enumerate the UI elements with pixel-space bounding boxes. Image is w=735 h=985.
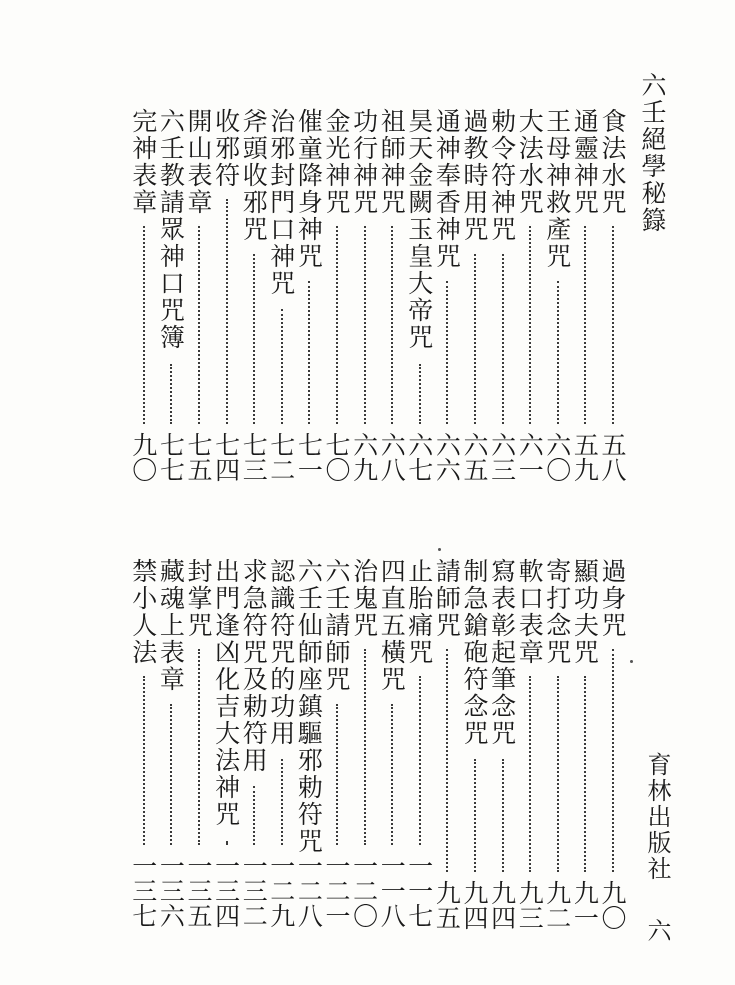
toc-dot-leader (281, 309, 283, 425)
book-title: 六壬絕學秘籙 (638, 72, 667, 234)
toc-entry-page: 一三五 (184, 852, 213, 928)
toc-entry-page: 七三 (239, 432, 269, 482)
toc-dot-leader (557, 281, 559, 424)
toc-entry-title: 四直五橫咒 (377, 558, 407, 693)
toc-entry-page: 九五 (432, 880, 462, 930)
toc-entry-title: 祖師神咒 (377, 108, 407, 216)
toc-dot-leader (446, 281, 448, 424)
toc-dot-leader (584, 226, 586, 424)
toc-dot-leader (143, 676, 145, 845)
toc-entry-title: 六壬請師咒 (322, 558, 351, 693)
toc-entry-title: 軟口表章 (515, 558, 545, 666)
toc-entry-page: 六三 (487, 432, 517, 482)
toc-entry-page: 七四 (211, 432, 241, 482)
toc-entry-page: 五八 (598, 432, 627, 482)
toc-entry-page: 一二九 (266, 852, 296, 928)
toc-dot-leader (474, 759, 476, 873)
toc-dot-leader (584, 676, 586, 872)
toc-dot-leader (391, 704, 393, 845)
toc-entry-page: 九二 (542, 880, 572, 930)
toc-entry-page: 六九 (349, 432, 379, 482)
toc-entry-title: 催童降身神咒 (294, 108, 324, 270)
toc-dot-leader (253, 254, 255, 425)
toc-entry-title: 收邪符 (211, 108, 241, 189)
toc-entry-page: 一三六 (156, 852, 186, 928)
toc-entry-page: 九〇 (128, 432, 158, 482)
toc-entry-title: 求急符咒及勅符用 (239, 558, 269, 774)
toc-entry-title: 通神奉香神咒 (432, 108, 462, 270)
toc-entry-page: 六七 (404, 432, 434, 482)
toc-entry-title: 昊天金闕玉皇大帝咒 (404, 108, 434, 351)
toc-entry-title: 食法水咒 (598, 108, 627, 216)
toc-entry-page: 一二〇 (349, 852, 379, 928)
toc-dot-leader (143, 226, 145, 424)
toc-entry-title: 大法水咒 (515, 108, 545, 216)
toc-entry-title: 寫表彰起筆念咒 (487, 558, 517, 747)
toc-entry-page: 一三七 (128, 852, 158, 928)
toc-dot-leader (364, 649, 366, 845)
toc-entry-page: 九四 (487, 880, 517, 930)
toc-entry-title: 完神表章 (128, 108, 158, 216)
toc-entry-page: 一二一 (322, 852, 351, 928)
toc-dot-leader (419, 676, 421, 845)
toc-entry-page: 九四 (460, 880, 489, 930)
toc-dot-leader (474, 254, 476, 425)
paper-speck (630, 660, 633, 663)
toc-entry-page: 九〇 (598, 880, 627, 930)
toc-dot-leader (226, 199, 228, 425)
toc-entry-page: 七五 (184, 432, 213, 482)
paper-speck (438, 548, 441, 551)
toc-dot-leader (557, 676, 559, 872)
toc-dot-leader (281, 759, 283, 845)
toc-entry-title: 禁小人法 (128, 558, 158, 666)
toc-dot-leader (226, 841, 228, 845)
toc-dot-leader (502, 759, 504, 873)
toc-entry-page: 七七 (156, 432, 186, 482)
toc-entry-title: 止胎痛咒 (404, 558, 434, 666)
toc-entry-title: 顯功夫咒 (570, 558, 600, 666)
toc-entry-page: 七〇 (322, 432, 351, 482)
toc-dot-leader (253, 786, 255, 845)
toc-entry-title: 六壬仙師座鎮驅邪勅符咒 (294, 558, 324, 855)
toc-entry-title: 開山表章 (184, 108, 213, 216)
toc-entry-title: 斧頭收邪咒 (239, 108, 269, 243)
toc-entry-title: 出門逢凶化吉大法神咒 (211, 558, 241, 828)
toc-dot-leader (308, 281, 310, 424)
toc-entry-title: 六壬教請眾神口咒簿 (156, 108, 186, 351)
toc-entry-title: 封掌咒 (184, 558, 213, 639)
toc-entry-title: 寄打念咒 (542, 558, 572, 666)
toc-dot-leader (198, 226, 200, 424)
toc-entry-title: 治鬼咒 (349, 558, 379, 639)
toc-dot-leader (198, 649, 200, 845)
toc-entry-title: 藏魂上表章 (156, 558, 186, 693)
toc-dot-leader (170, 704, 172, 845)
toc-dot-leader (336, 226, 338, 424)
toc-entry-page: 六一 (515, 432, 545, 482)
toc-dot-leader (364, 226, 366, 424)
toc-entry-page: 一一八 (377, 852, 407, 928)
toc-dot-leader (529, 226, 531, 424)
toc-entry-title: 過教時用咒 (460, 108, 489, 243)
toc-dot-leader (502, 254, 504, 425)
toc-entry-title: 治邪封門口神咒 (266, 108, 296, 297)
toc-entry-page: 五九 (570, 432, 600, 482)
toc-entry-page: 一三四 (211, 852, 241, 928)
toc-dot-leader (612, 649, 614, 873)
toc-entry-title: 制急鎗砲符念咒 (460, 558, 489, 747)
toc-entry-title: 勅令符神咒 (487, 108, 517, 243)
toc-entry-page: 一二八 (294, 852, 324, 928)
toc-dot-leader (170, 364, 172, 425)
toc-entry-page: 七二 (266, 432, 296, 482)
toc-entry-page: 六〇 (542, 432, 572, 482)
toc-entry-title: 功行神咒 (349, 108, 379, 216)
toc-entry-page: 一一七 (404, 852, 434, 928)
toc-entry-page: 一三二 (239, 852, 269, 928)
toc-entry-page: 六八 (377, 432, 407, 482)
toc-entry-page: 九三 (515, 880, 545, 930)
toc-entry-title: 金光神咒 (322, 108, 351, 216)
toc-entry-page: 九一 (570, 880, 600, 930)
toc-entry-title: 認識符咒的功用 (266, 558, 296, 747)
toc-entry-page: 六六 (432, 432, 462, 482)
toc-entry-title: 通靈神咒 (570, 108, 600, 216)
toc-dot-leader (446, 649, 448, 873)
toc-entry-title: 王母神救產咒 (542, 108, 572, 270)
toc-entry-title: 請師咒 (432, 558, 462, 639)
toc-dot-leader (529, 676, 531, 872)
page-number: 六 (643, 918, 671, 942)
toc-dot-leader (336, 704, 338, 845)
toc-entry-title: 過身咒 (598, 558, 627, 639)
toc-dot-leader (391, 226, 393, 424)
publisher-name: 育林出版社 (643, 752, 671, 882)
toc-dot-leader (419, 364, 421, 425)
toc-entry-page: 六五 (460, 432, 489, 482)
toc-entry-page: 七一 (294, 432, 324, 482)
toc-dot-leader (612, 226, 614, 424)
